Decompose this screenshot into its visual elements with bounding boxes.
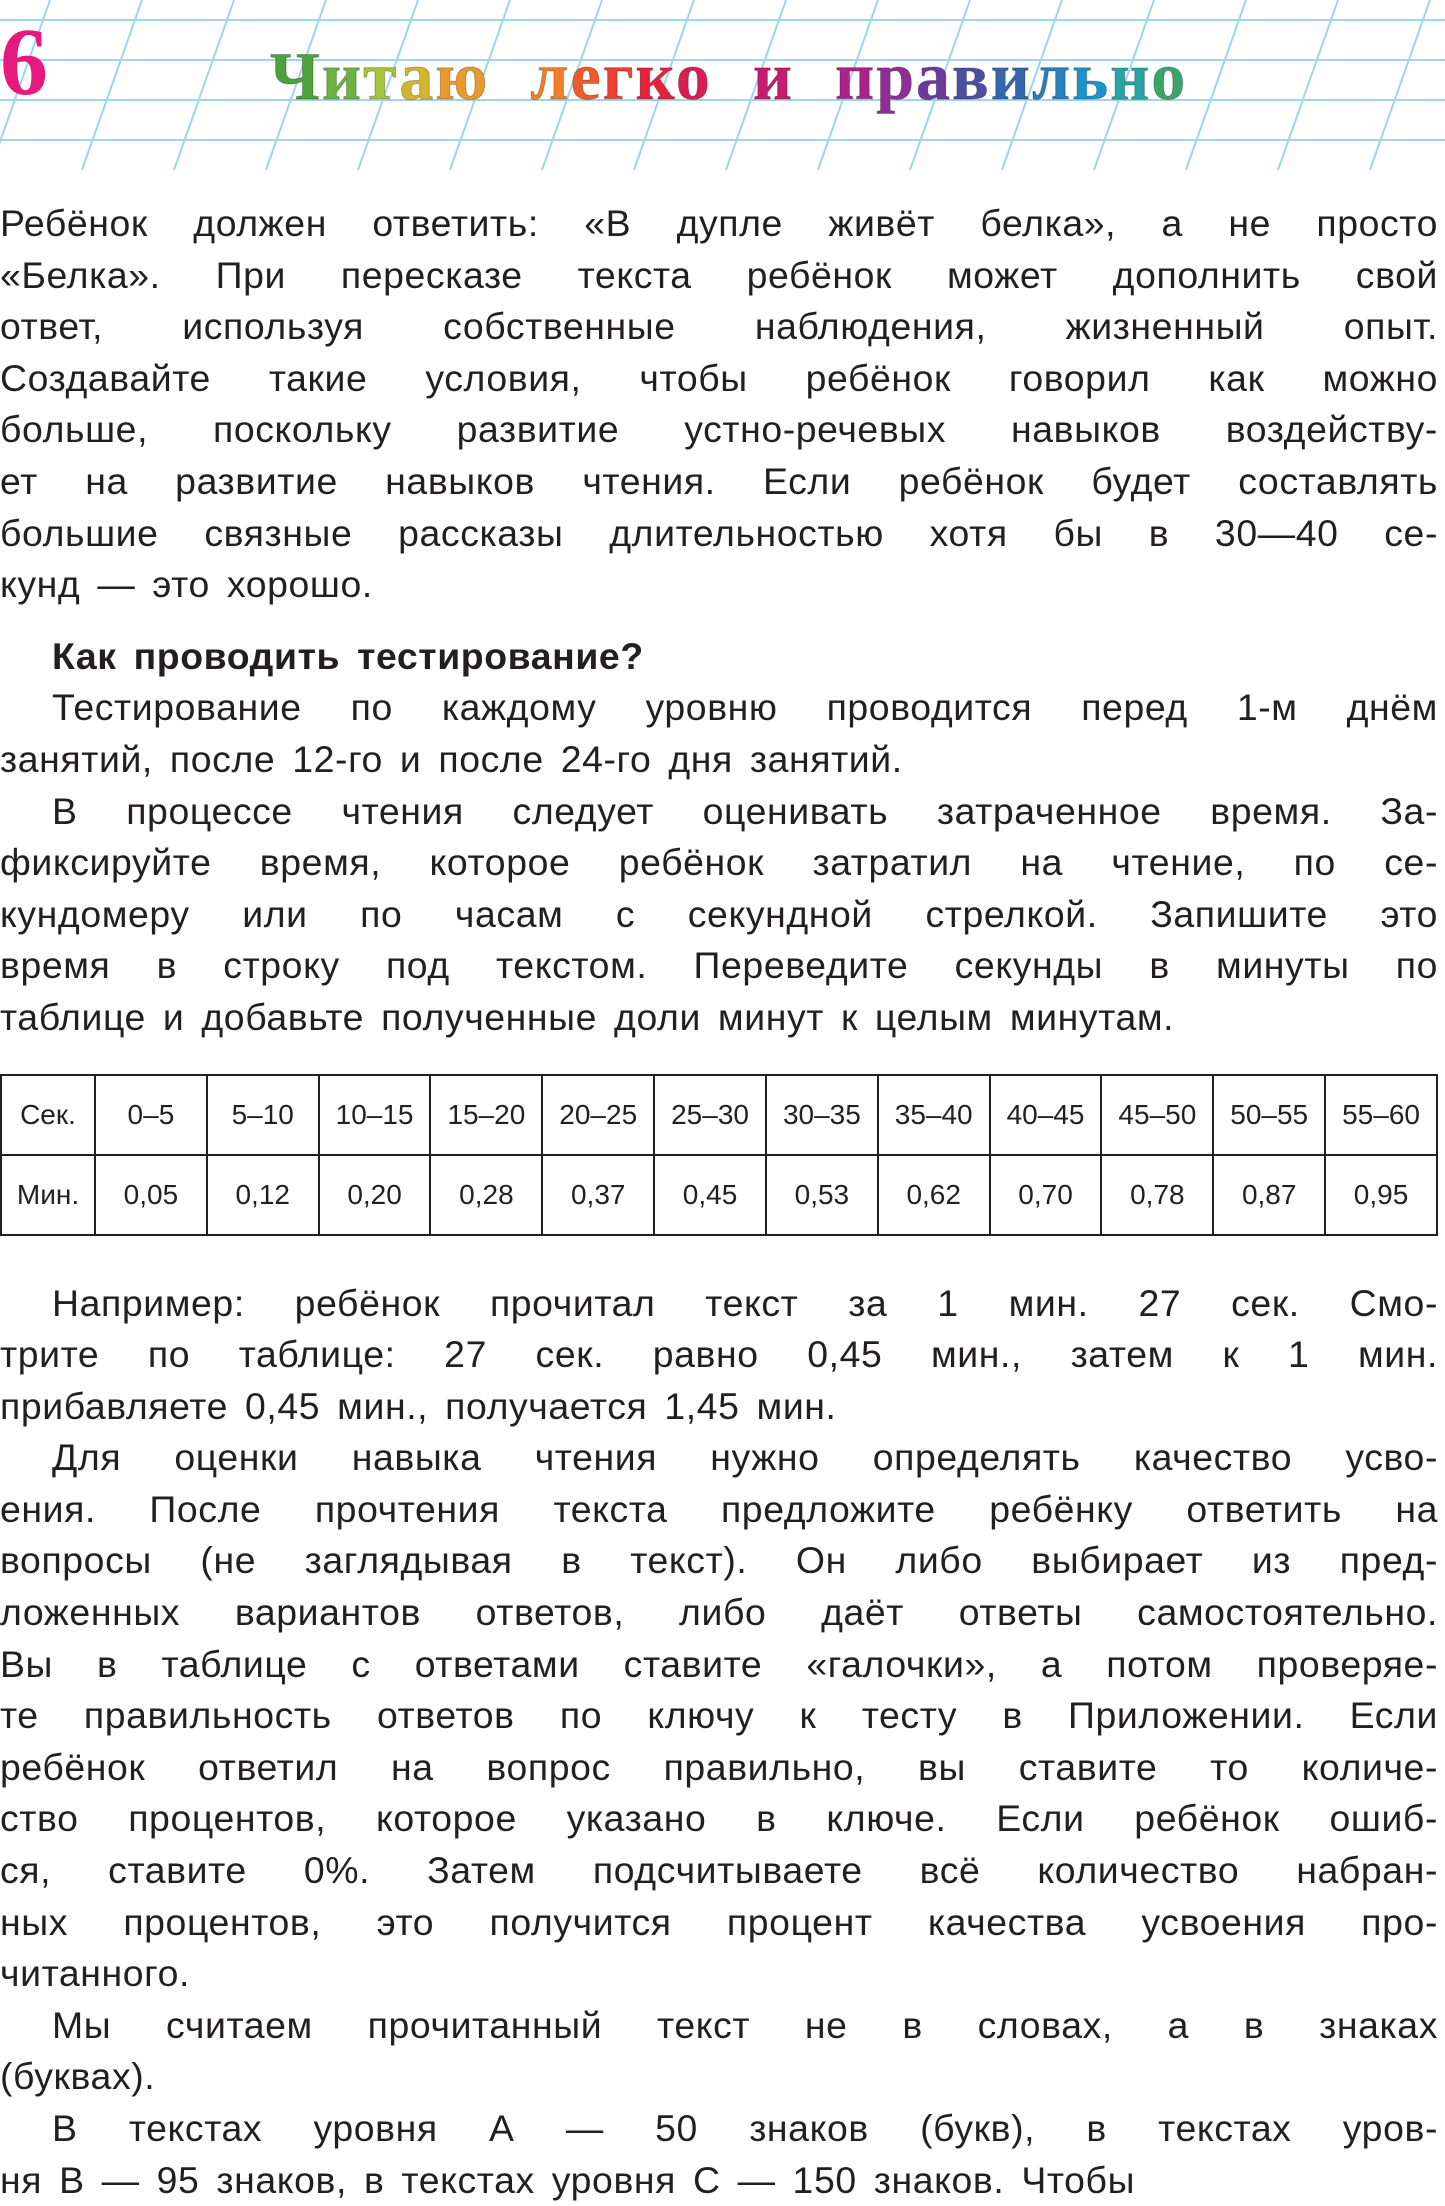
table-cell-minutes: 0,78 xyxy=(1101,1155,1213,1235)
table-cell-minutes: 0,70 xyxy=(990,1155,1102,1235)
title-letter: и xyxy=(752,38,795,114)
title-letter: ь xyxy=(1072,38,1111,114)
title-letter: л xyxy=(530,38,571,114)
table-cell-seconds: 0–5 xyxy=(95,1075,207,1155)
text-line: Создавайте такие условия, чтобы ребёнок говорил как можно xyxy=(0,356,1438,399)
title-letter xyxy=(712,38,731,114)
text-line: больше, поскольку развитие устно-речевых навыков воздейству- xyxy=(0,408,1438,451)
text-line: трите по таблице: 27 сек. равно 0,45 мин., затем к 1 мин. xyxy=(0,1333,1438,1376)
table-row-seconds xyxy=(1,1075,1437,1155)
paragraph-example xyxy=(0,1278,1438,1433)
text-line: читанного. xyxy=(0,1952,190,1995)
table-row-label: Мин. xyxy=(1,1155,95,1235)
text-line: ответ, используя собственные наблюдения, жизненный опыт. xyxy=(0,305,1438,348)
table-row-label: Сек. xyxy=(1,1075,95,1155)
title-letter: н xyxy=(1110,38,1152,114)
table-cell-seconds: 15–20 xyxy=(430,1075,542,1155)
text-line: ребёнок ответил на вопрос правильно, вы ставите то количе- xyxy=(0,1745,1438,1788)
table-cell-minutes: 0,62 xyxy=(878,1155,990,1235)
page-content xyxy=(0,198,1438,2206)
title-letter: о xyxy=(675,38,712,114)
title-letter: р xyxy=(876,38,917,114)
title-letter xyxy=(489,38,508,114)
title-letter: т xyxy=(363,38,400,114)
title-letter: г xyxy=(602,38,636,114)
table-cell-minutes: 0,87 xyxy=(1213,1155,1325,1235)
paragraph-levels xyxy=(0,2103,1438,2206)
text-line: кунд — это хорошо. xyxy=(0,563,373,606)
table-cell-seconds: 10–15 xyxy=(319,1075,431,1155)
text-line: кундомеру или по часам с секундной стрелкой. Запишите это xyxy=(0,892,1438,935)
text-line: В процессе чтения следует оценивать затраченное время. За- xyxy=(52,789,1438,832)
grid-slant-line xyxy=(1186,0,1246,170)
table-cell-seconds: 45–50 xyxy=(1101,1075,1213,1155)
text-line: Например: ребёнок прочитал текст за 1 мин. 27 сек. Смо- xyxy=(52,1281,1438,1324)
table-cell-minutes: 0,20 xyxy=(319,1155,431,1235)
title-letter: к xyxy=(635,38,676,114)
text-line: ных процентов, это получится процент качества усвоения про- xyxy=(0,1900,1438,1943)
text-line: «Белка». При пересказе текста ребёнок может дополнить свой xyxy=(0,253,1438,296)
table-cell-minutes: 0,53 xyxy=(766,1155,878,1235)
table-cell-seconds: 25–30 xyxy=(654,1075,766,1155)
text-line: те правильность ответов по ключу к тесту в Приложении. Если xyxy=(0,1694,1438,1737)
text-line: Тестирование по каждому уровню проводится перед 1-м днём xyxy=(52,686,1438,729)
title-letter xyxy=(794,38,813,114)
text-line: фиксируйте время, которое ребёнок затратил на чтение, по се- xyxy=(0,841,1438,884)
table-cell-seconds: 30–35 xyxy=(766,1075,878,1155)
table-cell-seconds: 55–60 xyxy=(1325,1075,1437,1155)
text-line: прибавляете 0,45 мин., получается 1,45 мин. xyxy=(0,1384,837,1427)
paragraph-comprehension xyxy=(0,1432,1438,2000)
seconds-to-minutes-table xyxy=(0,1074,1438,1236)
text-line: Мы считаем прочитанный текст не в словах, а в знаках xyxy=(52,2003,1438,2046)
text-line: ет на развитие навыков чтения. Если ребёнок будет составлять xyxy=(0,459,1438,502)
paragraph-count-signs xyxy=(0,2000,1438,2103)
table-row-minutes xyxy=(1,1155,1437,1235)
text-line: Для оценки навыка чтения нужно определять качество усво- xyxy=(52,1436,1438,1479)
text-line: ложенных вариантов ответов, либо даёт ответы самостоятельно. xyxy=(0,1591,1438,1634)
table-cell-seconds: 35–40 xyxy=(878,1075,990,1155)
text-line: таблице и добавьте полученные доли минут к целым минутам. xyxy=(0,995,1175,1038)
paragraph-testing-schedule xyxy=(0,682,1438,785)
title-letter: л xyxy=(1031,38,1073,114)
text-line: ня В — 95 знаков, в текстах уровня С — 150 знаков. Чтобы xyxy=(0,2158,1136,2201)
grid-slant-line xyxy=(1370,0,1430,170)
table-cell-minutes: 0,28 xyxy=(430,1155,542,1235)
page-header xyxy=(0,0,1445,170)
paragraph-time-measure xyxy=(0,786,1438,1044)
title-letter: а xyxy=(916,38,953,114)
section-heading: Как проводить тестирование? xyxy=(52,634,644,677)
title-letter: п xyxy=(835,38,877,114)
table-cell-minutes: 0,45 xyxy=(654,1155,766,1235)
table-cell-minutes: 0,95 xyxy=(1325,1155,1437,1235)
title-letter: е xyxy=(570,38,603,114)
text-line: Вы в таблице с ответами ставите «галочки», а потом проверяе- xyxy=(0,1642,1438,1685)
table-cell-minutes: 0,05 xyxy=(95,1155,207,1235)
table-cell-minutes: 0,37 xyxy=(542,1155,654,1235)
title-letter: ю xyxy=(435,38,490,114)
page-title xyxy=(270,36,1187,116)
title-letter: и xyxy=(321,38,364,114)
text-line: Ребёнок должен ответить: «В дупле живёт белка», а не просто xyxy=(0,202,1438,244)
text-line: занятий, после 12-го и после 24-го дня занятий. xyxy=(0,737,903,780)
title-letter: и xyxy=(990,38,1032,114)
table-cell-seconds: 20–25 xyxy=(542,1075,654,1155)
grid-slant-line xyxy=(1278,0,1338,170)
table-cell-seconds: 5–10 xyxy=(207,1075,319,1155)
text-line: ся, ставите 0%. Затем подсчитываете всё количество набран- xyxy=(0,1849,1438,1892)
grid-slant-line xyxy=(174,0,234,170)
table-cell-seconds: 50–55 xyxy=(1213,1075,1325,1155)
title-letter: а xyxy=(399,38,436,114)
text-line: (буквах). xyxy=(0,2055,156,2098)
text-line: В текстах уровня А — 50 знаков (букв), в текстах уров- xyxy=(52,2107,1438,2149)
table-cell-seconds: 40–45 xyxy=(990,1075,1102,1155)
grid-slant-line xyxy=(82,0,142,170)
paragraph-retelling xyxy=(0,198,1438,611)
text-line: ения. После прочтения текста предложите ребёнку ответить на xyxy=(0,1487,1438,1530)
text-line: время в строку под текстом. Переведите секунды в минуты по xyxy=(0,944,1438,987)
title-letter: о xyxy=(1151,38,1188,114)
title-letter: Ч xyxy=(270,38,322,114)
text-line: большие связные рассказы длительностью хотя бы в 30—40 се- xyxy=(0,511,1438,554)
page-number: 6 xyxy=(0,8,48,115)
table-cell-minutes: 0,12 xyxy=(207,1155,319,1235)
text-line: ство процентов, которое указано в ключе. Если ребёнок ошиб- xyxy=(0,1797,1438,1840)
text-line: вопросы (не заглядывая в текст). Он либо выбирает из пред- xyxy=(0,1539,1438,1582)
title-letter: в xyxy=(952,38,991,114)
